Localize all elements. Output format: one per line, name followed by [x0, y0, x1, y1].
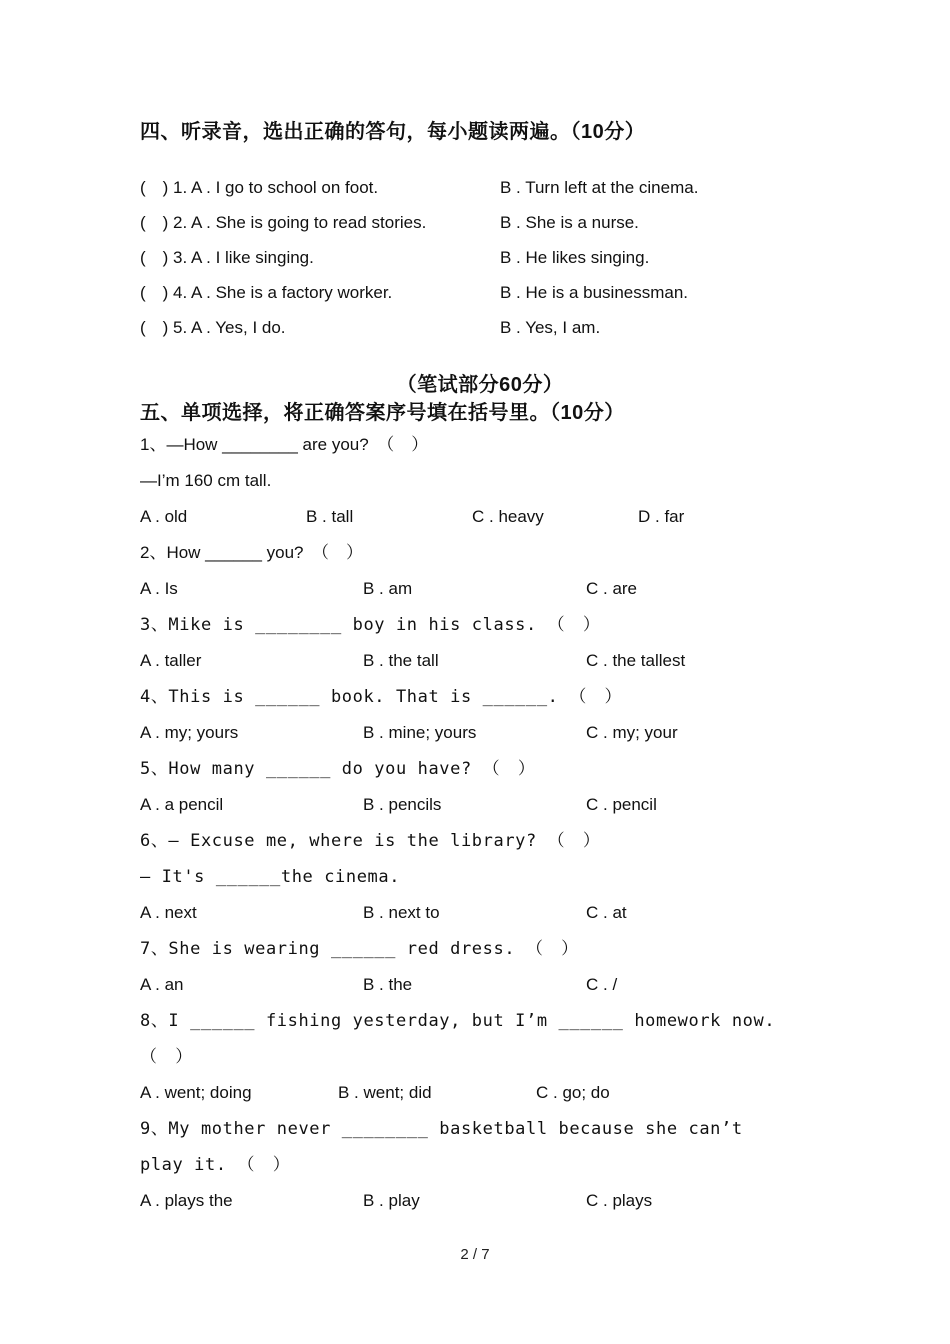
- question-line: 1、—How ________ are you? （ ）: [140, 435, 429, 454]
- written-part-header: （笔试部分60分）: [396, 374, 564, 396]
- options-row: [140, 787, 820, 823]
- question-7: [140, 931, 820, 1003]
- listening-item-option-a: ( ) 1. A . I go to school on foot.: [140, 178, 379, 197]
- option-b: B . mine; yours: [363, 723, 477, 742]
- listening-item-option-b: B . He likes singing.: [500, 248, 650, 267]
- option-c: C . at: [586, 903, 627, 922]
- question-5: [140, 751, 820, 823]
- option-d: D . far: [638, 507, 685, 526]
- mc-section-heading: 五、单项选择，将正确答案序号填在括号里。（10分）: [140, 402, 625, 424]
- question-1: [140, 427, 820, 535]
- option-b: B . pencils: [363, 795, 442, 814]
- listening-item: [140, 310, 820, 345]
- question-line: — It's ______the cinema.: [140, 867, 401, 887]
- exam-content: [140, 118, 820, 1219]
- option-b: B . next to: [363, 903, 440, 922]
- option-c: C . plays: [586, 1191, 653, 1210]
- question-line: play it. （ ）: [140, 1155, 291, 1175]
- listening-item-option-b: B . Yes, I am.: [500, 318, 601, 337]
- option-c: C . the tallest: [586, 651, 686, 670]
- listening-item-option-b: B . Turn left at the cinema.: [500, 178, 699, 197]
- listening-item: [140, 170, 820, 205]
- question-line: 7、She is wearing ______ red dress. （ ）: [140, 939, 579, 959]
- options-row: [140, 1183, 820, 1219]
- option-a: A . next: [140, 903, 197, 922]
- listening-item-option-a: ( ) 3. A . I like singing.: [140, 248, 314, 267]
- listening-item-option-b: B . She is a nurse.: [500, 213, 639, 232]
- options-row: [140, 895, 820, 931]
- question-line: 4、This is ______ book. That is ______. （ ）: [140, 687, 623, 707]
- question-9: [140, 1111, 820, 1219]
- option-a: A . taller: [140, 651, 202, 670]
- option-b: B . tall: [306, 507, 354, 526]
- listening-section-heading: 四、听录音，选出正确的答句，每小题读两遍。（10分）: [140, 121, 646, 143]
- option-a: A . plays the: [140, 1191, 233, 1210]
- option-a: A . went; doing: [140, 1083, 252, 1102]
- question-3: [140, 607, 820, 679]
- question-6: [140, 823, 820, 931]
- options-row: [140, 1075, 820, 1111]
- option-c: C . are: [586, 579, 638, 598]
- option-c: C . pencil: [586, 795, 657, 814]
- option-a: A . an: [140, 975, 184, 994]
- option-c: C . go; do: [536, 1083, 610, 1102]
- option-c: C . heavy: [472, 507, 544, 526]
- options-row: [140, 967, 820, 1003]
- listening-item: [140, 275, 820, 310]
- option-b: B . am: [363, 579, 413, 598]
- options-row: [140, 499, 820, 535]
- option-b: B . went; did: [338, 1083, 432, 1102]
- option-b: B . the tall: [363, 651, 439, 670]
- option-a: A . a pencil: [140, 795, 224, 814]
- options-row: [140, 643, 820, 679]
- option-c: C . my; your: [586, 723, 678, 742]
- question-line: —I’m 160 cm tall.: [140, 471, 272, 490]
- listening-items: [140, 170, 820, 345]
- listening-item-option-a: ( ) 4. A . She is a factory worker.: [140, 283, 393, 302]
- question-line: （ ）: [140, 1047, 193, 1067]
- page-number: 2 / 7: [460, 1246, 490, 1263]
- option-b: B . play: [363, 1191, 420, 1210]
- question-8: [140, 1003, 820, 1111]
- question-line: 5、How many ______ do you have? （ ）: [140, 759, 536, 779]
- question-2: [140, 535, 820, 607]
- question-line: 2、How ______ you? （ ）: [140, 543, 364, 562]
- listening-item-option-a: ( ) 2. A . She is going to read stories.: [140, 213, 427, 232]
- question-line: 6、— Excuse me, where is the library? （ ）: [140, 831, 601, 851]
- question-line: 9、My mother never ________ basketball because she can’t: [140, 1119, 743, 1139]
- question-line: 8、I ______ fishing yesterday, but I’m ______ homework now.: [140, 1011, 776, 1031]
- option-b: B . the: [363, 975, 413, 994]
- options-row: [140, 571, 820, 607]
- listening-item-option-b: B . He is a businessman.: [500, 283, 689, 302]
- option-a: A . Is: [140, 579, 178, 598]
- listening-item: [140, 240, 820, 275]
- options-row: [140, 715, 820, 751]
- question-line: 3、Mike is ________ boy in his class. （ ）: [140, 615, 601, 635]
- question-4: [140, 679, 820, 751]
- option-a: A . old: [140, 507, 188, 526]
- option-c: C . /: [586, 975, 618, 994]
- option-a: A . my; yours: [140, 723, 239, 742]
- listening-item-option-a: ( ) 5. A . Yes, I do.: [140, 318, 286, 337]
- listening-item: [140, 205, 820, 240]
